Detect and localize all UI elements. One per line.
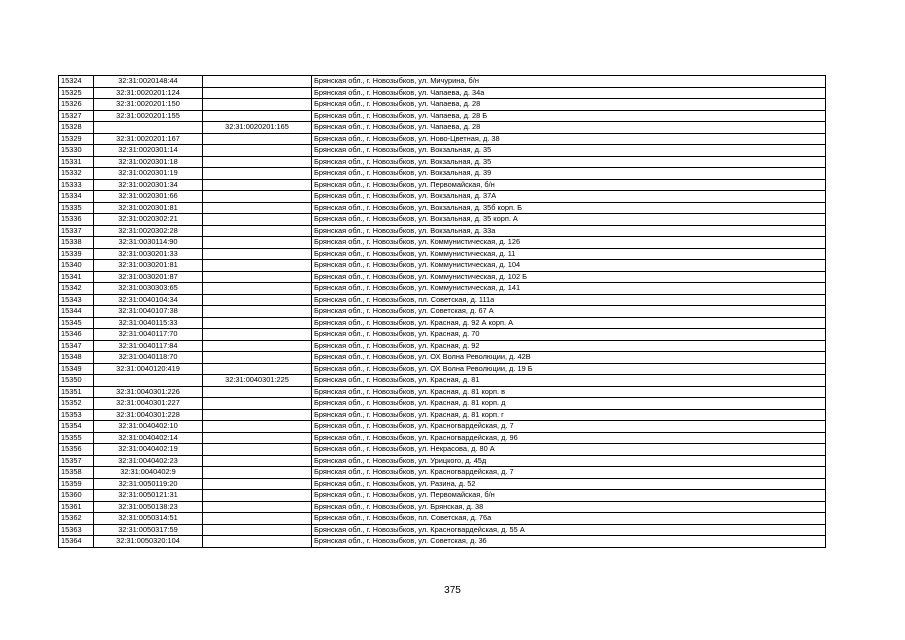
row-number-cell: 15342 bbox=[59, 283, 94, 295]
row-number-cell: 15348 bbox=[59, 352, 94, 364]
table-row bbox=[59, 225, 826, 237]
row-number-cell: 15324 bbox=[59, 76, 94, 88]
cadastral-number-cell bbox=[94, 375, 203, 387]
cadastral-number-cell: 32:31:0020301:34 bbox=[94, 179, 203, 191]
table-row bbox=[59, 179, 826, 191]
row-number-cell: 15358 bbox=[59, 467, 94, 479]
cadastral-number-cell: 32:31:0040402:19 bbox=[94, 444, 203, 456]
cadastral-number-alt-cell bbox=[203, 237, 312, 249]
cadastral-number-alt-cell bbox=[203, 306, 312, 318]
row-number-cell: 15359 bbox=[59, 478, 94, 490]
address-cell: Брянская обл., г. Новозыбков, ул. Брянская, д. 38 bbox=[312, 501, 826, 513]
address-cell: Брянская обл., г. Новозыбков, ул. Красногвардейская, д. 55 А bbox=[312, 524, 826, 536]
row-number-cell: 15353 bbox=[59, 409, 94, 421]
cadastral-number-alt-cell bbox=[203, 398, 312, 410]
cadastral-number-cell: 32:31:0040107:38 bbox=[94, 306, 203, 318]
address-cell: Брянская обл., г. Новозыбков, ул. Красногвардейская, д. 96 bbox=[312, 432, 826, 444]
table-row bbox=[59, 317, 826, 329]
cadastral-number-alt-cell bbox=[203, 467, 312, 479]
row-number-cell: 15347 bbox=[59, 340, 94, 352]
address-cell: Брянская обл., г. Новозыбков, ул. Вокзальная, д. 35б корп. Б bbox=[312, 202, 826, 214]
cadastral-number-cell: 32:31:0040301:228 bbox=[94, 409, 203, 421]
address-cell: Брянская обл., г. Новозыбков, ул. ОХ Волна Революции, д. 19 Б bbox=[312, 363, 826, 375]
address-cell: Брянская обл., г. Новозыбков, ул. Чапаева, д. 28 Б bbox=[312, 110, 826, 122]
row-number-cell: 15327 bbox=[59, 110, 94, 122]
address-cell: Брянская обл., г. Новозыбков, ул. Коммунистическая, д. 102 Б bbox=[312, 271, 826, 283]
address-cell: Брянская обл., г. Новозыбков, ул. Чапаева, д. 28 bbox=[312, 122, 826, 134]
cadastral-number-cell: 32:31:0030303:65 bbox=[94, 283, 203, 295]
row-number-cell: 15355 bbox=[59, 432, 94, 444]
address-cell: Брянская обл., г. Новозыбков, ул. Коммунистическая, д. 126 bbox=[312, 237, 826, 249]
address-cell: Брянская обл., г. Новозыбков, ул. Первомайская, б/н bbox=[312, 179, 826, 191]
registry-table bbox=[58, 75, 826, 548]
row-number-cell: 15341 bbox=[59, 271, 94, 283]
cadastral-number-alt-cell bbox=[203, 294, 312, 306]
cadastral-number-alt-cell bbox=[203, 490, 312, 502]
row-number-cell: 15330 bbox=[59, 145, 94, 157]
address-cell: Брянская обл., г. Новозыбков, ул. Урицкого, д. 45д bbox=[312, 455, 826, 467]
cadastral-number-cell: 32:31:0030114:90 bbox=[94, 237, 203, 249]
row-number-cell: 15351 bbox=[59, 386, 94, 398]
cadastral-number-alt-cell bbox=[203, 536, 312, 548]
cadastral-number-alt-cell bbox=[203, 87, 312, 99]
cadastral-number-cell: 32:31:0050121:31 bbox=[94, 490, 203, 502]
address-cell: Брянская обл., г. Новозыбков, ул. Коммунистическая, д. 104 bbox=[312, 260, 826, 272]
cadastral-number-alt-cell bbox=[203, 513, 312, 525]
row-number-cell: 15346 bbox=[59, 329, 94, 341]
table-row bbox=[59, 156, 826, 168]
row-number-cell: 15349 bbox=[59, 363, 94, 375]
address-cell: Брянская обл., г. Новозыбков, ул. Красная, д. 70 bbox=[312, 329, 826, 341]
cadastral-number-alt-cell bbox=[203, 214, 312, 226]
row-number-cell: 15325 bbox=[59, 87, 94, 99]
cadastral-number-alt-cell bbox=[203, 145, 312, 157]
row-number-cell: 15339 bbox=[59, 248, 94, 260]
address-cell: Брянская обл., г. Новозыбков, пл. Советская, д. 76а bbox=[312, 513, 826, 525]
table-row bbox=[59, 444, 826, 456]
table-row bbox=[59, 329, 826, 341]
table-row bbox=[59, 248, 826, 260]
cadastral-number-alt-cell bbox=[203, 421, 312, 433]
cadastral-number-cell: 32:31:0020302:21 bbox=[94, 214, 203, 226]
cadastral-number-cell: 32:31:0020201:155 bbox=[94, 110, 203, 122]
address-cell: Брянская обл., г. Новозыбков, ул. Вокзальная, д. 39 bbox=[312, 168, 826, 180]
cadastral-number-cell: 32:31:0040115:33 bbox=[94, 317, 203, 329]
cadastral-number-alt-cell bbox=[203, 191, 312, 203]
cadastral-number-cell: 32:31:0030201:81 bbox=[94, 260, 203, 272]
row-number-cell: 15357 bbox=[59, 455, 94, 467]
table-row bbox=[59, 99, 826, 111]
address-cell: Брянская обл., г. Новозыбков, ул. Вокзальная, д. 35 bbox=[312, 156, 826, 168]
cadastral-number-cell: 32:31:0040117:70 bbox=[94, 329, 203, 341]
table-row bbox=[59, 145, 826, 157]
table-row bbox=[59, 363, 826, 375]
address-cell: Брянская обл., г. Новозыбков, ул. Некрасова, д. 80 А bbox=[312, 444, 826, 456]
address-cell: Брянская обл., г. Новозыбков, ул. Ново-Цветная, д. 38 bbox=[312, 133, 826, 145]
table-row bbox=[59, 191, 826, 203]
cadastral-number-cell bbox=[94, 122, 203, 134]
cadastral-number-alt-cell bbox=[203, 409, 312, 421]
address-cell: Брянская обл., г. Новозыбков, ул. Чапаева, д. 34а bbox=[312, 87, 826, 99]
cadastral-number-cell: 32:31:0040120:419 bbox=[94, 363, 203, 375]
row-number-cell: 15333 bbox=[59, 179, 94, 191]
table-row bbox=[59, 237, 826, 249]
registry-table-body bbox=[59, 76, 826, 548]
table-row bbox=[59, 340, 826, 352]
table-row bbox=[59, 294, 826, 306]
cadastral-number-alt-cell bbox=[203, 133, 312, 145]
table-row bbox=[59, 432, 826, 444]
row-number-cell: 15331 bbox=[59, 156, 94, 168]
row-number-cell: 15336 bbox=[59, 214, 94, 226]
row-number-cell: 15332 bbox=[59, 168, 94, 180]
address-cell: Брянская обл., г. Новозыбков, ул. Красная, д. 81 корп. г bbox=[312, 409, 826, 421]
cadastral-number-alt-cell bbox=[203, 501, 312, 513]
cadastral-number-cell: 32:31:0040118:70 bbox=[94, 352, 203, 364]
table-row bbox=[59, 110, 826, 122]
row-number-cell: 15362 bbox=[59, 513, 94, 525]
address-cell: Брянская обл., г. Новозыбков, ул. Вокзальная, д. 35 bbox=[312, 145, 826, 157]
cadastral-number-cell: 32:31:0050314:51 bbox=[94, 513, 203, 525]
table-row bbox=[59, 398, 826, 410]
table-row bbox=[59, 409, 826, 421]
table-row bbox=[59, 202, 826, 214]
table-row bbox=[59, 133, 826, 145]
table-row bbox=[59, 421, 826, 433]
row-number-cell: 15345 bbox=[59, 317, 94, 329]
cadastral-number-alt-cell bbox=[203, 99, 312, 111]
table-row bbox=[59, 478, 826, 490]
row-number-cell: 15343 bbox=[59, 294, 94, 306]
cadastral-number-cell: 32:31:0050119:20 bbox=[94, 478, 203, 490]
table-row bbox=[59, 283, 826, 295]
table-row bbox=[59, 214, 826, 226]
row-number-cell: 15354 bbox=[59, 421, 94, 433]
row-number-cell: 15326 bbox=[59, 99, 94, 111]
cadastral-number-cell: 32:31:0030201:87 bbox=[94, 271, 203, 283]
address-cell: Брянская обл., г. Новозыбков, ул. Советская, д. 36 bbox=[312, 536, 826, 548]
cadastral-number-alt-cell bbox=[203, 76, 312, 88]
row-number-cell: 15352 bbox=[59, 398, 94, 410]
cadastral-number-cell: 32:31:0030201:33 bbox=[94, 248, 203, 260]
address-cell: Брянская обл., г. Новозыбков, ул. Красная, д. 81 корп. д bbox=[312, 398, 826, 410]
cadastral-number-alt-cell bbox=[203, 225, 312, 237]
cadastral-number-alt-cell bbox=[203, 478, 312, 490]
address-cell: Брянская обл., г. Новозыбков, ул. Красная, д. 92 bbox=[312, 340, 826, 352]
page-number: 375 bbox=[444, 585, 461, 596]
cadastral-number-alt-cell bbox=[203, 156, 312, 168]
row-number-cell: 15364 bbox=[59, 536, 94, 548]
cadastral-number-alt-cell bbox=[203, 179, 312, 191]
cadastral-number-alt-cell bbox=[203, 317, 312, 329]
cadastral-number-alt-cell bbox=[203, 432, 312, 444]
cadastral-number-cell: 32:31:0040402:10 bbox=[94, 421, 203, 433]
row-number-cell: 15363 bbox=[59, 524, 94, 536]
table-row bbox=[59, 501, 826, 513]
cadastral-number-cell: 32:31:0040402:14 bbox=[94, 432, 203, 444]
cadastral-number-cell: 32:31:0050317:59 bbox=[94, 524, 203, 536]
address-cell: Брянская обл., г. Новозыбков, ул. Вокзальная, д. 35 корп. А bbox=[312, 214, 826, 226]
table-row bbox=[59, 386, 826, 398]
row-number-cell: 15361 bbox=[59, 501, 94, 513]
table-row bbox=[59, 306, 826, 318]
cadastral-number-alt-cell bbox=[203, 455, 312, 467]
cadastral-number-alt-cell: 32:31:0020201:165 bbox=[203, 122, 312, 134]
address-cell: Брянская обл., г. Новозыбков, ул. Красногвардейская, д. 7 bbox=[312, 421, 826, 433]
address-cell: Брянская обл., г. Новозыбков, ул. Коммунистическая, д. 11 bbox=[312, 248, 826, 260]
address-cell: Брянская обл., г. Новозыбков, ул. Чапаева, д. 28 bbox=[312, 99, 826, 111]
row-number-cell: 15328 bbox=[59, 122, 94, 134]
cadastral-number-cell: 32:31:0020301:66 bbox=[94, 191, 203, 203]
cadastral-number-alt-cell bbox=[203, 271, 312, 283]
cadastral-number-alt-cell bbox=[203, 283, 312, 295]
table-row bbox=[59, 352, 826, 364]
table-row bbox=[59, 87, 826, 99]
cadastral-number-cell: 32:31:0040117:84 bbox=[94, 340, 203, 352]
cadastral-number-alt-cell bbox=[203, 352, 312, 364]
cadastral-number-cell: 32:31:0020201:167 bbox=[94, 133, 203, 145]
cadastral-number-alt-cell: 32:31:0040301:225 bbox=[203, 375, 312, 387]
table-row bbox=[59, 375, 826, 387]
row-number-cell: 15360 bbox=[59, 490, 94, 502]
address-cell: Брянская обл., г. Новозыбков, ул. Красная, д. 81 корп. в bbox=[312, 386, 826, 398]
cadastral-number-alt-cell bbox=[203, 524, 312, 536]
cadastral-number-alt-cell bbox=[203, 260, 312, 272]
table-row bbox=[59, 536, 826, 548]
cadastral-number-cell: 32:31:0020301:14 bbox=[94, 145, 203, 157]
row-number-cell: 15334 bbox=[59, 191, 94, 203]
row-number-cell: 15329 bbox=[59, 133, 94, 145]
cadastral-number-cell: 32:31:0020201:150 bbox=[94, 99, 203, 111]
table-row bbox=[59, 467, 826, 479]
table-row bbox=[59, 490, 826, 502]
cadastral-number-cell: 32:31:0020302:28 bbox=[94, 225, 203, 237]
table-row bbox=[59, 524, 826, 536]
cadastral-number-alt-cell bbox=[203, 329, 312, 341]
row-number-cell: 15337 bbox=[59, 225, 94, 237]
table-row bbox=[59, 122, 826, 134]
table-row bbox=[59, 168, 826, 180]
address-cell: Брянская обл., г. Новозыбков, ул. Коммунистическая, д. 141 bbox=[312, 283, 826, 295]
table-row bbox=[59, 455, 826, 467]
row-number-cell: 15338 bbox=[59, 237, 94, 249]
cadastral-number-cell: 32:31:0050320:104 bbox=[94, 536, 203, 548]
row-number-cell: 15356 bbox=[59, 444, 94, 456]
cadastral-number-cell: 32:31:0020201:124 bbox=[94, 87, 203, 99]
address-cell: Брянская обл., г. Новозыбков, ул. ОХ Волна Революции, д. 42В bbox=[312, 352, 826, 364]
address-cell: Брянская обл., г. Новозыбков, ул. Вокзальная, д. 37А bbox=[312, 191, 826, 203]
address-cell: Брянская обл., г. Новозыбков, ул. Красная, д. 81 bbox=[312, 375, 826, 387]
address-cell: Брянская обл., г. Новозыбков, пл. Советская, д. 111а bbox=[312, 294, 826, 306]
cadastral-number-cell: 32:31:0020301:19 bbox=[94, 168, 203, 180]
address-cell: Брянская обл., г. Новозыбков, ул. Вокзальная, д. 33а bbox=[312, 225, 826, 237]
cadastral-number-cell: 32:31:0040301:226 bbox=[94, 386, 203, 398]
address-cell: Брянская обл., г. Новозыбков, ул. Мичурина, б/н bbox=[312, 76, 826, 88]
cadastral-number-cell: 32:31:0020301:18 bbox=[94, 156, 203, 168]
row-number-cell: 15344 bbox=[59, 306, 94, 318]
cadastral-number-cell: 32:31:0020148:44 bbox=[94, 76, 203, 88]
row-number-cell: 15340 bbox=[59, 260, 94, 272]
table-row bbox=[59, 76, 826, 88]
address-cell: Брянская обл., г. Новозыбков, ул. Красногвардейская, д. 7 bbox=[312, 467, 826, 479]
cadastral-number-alt-cell bbox=[203, 202, 312, 214]
address-cell: Брянская обл., г. Новозыбков, ул. Разина, д. 52 bbox=[312, 478, 826, 490]
row-number-cell: 15335 bbox=[59, 202, 94, 214]
cadastral-number-cell: 32:31:0020301:81 bbox=[94, 202, 203, 214]
table-row bbox=[59, 260, 826, 272]
cadastral-number-cell: 32:31:0040301:227 bbox=[94, 398, 203, 410]
cadastral-number-cell: 32:31:0040402:9 bbox=[94, 467, 203, 479]
cadastral-number-alt-cell bbox=[203, 168, 312, 180]
cadastral-number-alt-cell bbox=[203, 386, 312, 398]
cadastral-number-alt-cell bbox=[203, 248, 312, 260]
address-cell: Брянская обл., г. Новозыбков, ул. Советская, д. 67 А bbox=[312, 306, 826, 318]
cadastral-number-cell: 32:31:0040104:34 bbox=[94, 294, 203, 306]
cadastral-number-alt-cell bbox=[203, 363, 312, 375]
table-row bbox=[59, 271, 826, 283]
table-row bbox=[59, 513, 826, 525]
address-cell: Брянская обл., г. Новозыбков, ул. Первомайская, б/н bbox=[312, 490, 826, 502]
cadastral-number-alt-cell bbox=[203, 444, 312, 456]
address-cell: Брянская обл., г. Новозыбков, ул. Красная, д. 92 А корп. А bbox=[312, 317, 826, 329]
row-number-cell: 15350 bbox=[59, 375, 94, 387]
cadastral-number-alt-cell bbox=[203, 340, 312, 352]
cadastral-number-alt-cell bbox=[203, 110, 312, 122]
cadastral-number-cell: 32:31:0040402:23 bbox=[94, 455, 203, 467]
cadastral-number-cell: 32:31:0050138:23 bbox=[94, 501, 203, 513]
